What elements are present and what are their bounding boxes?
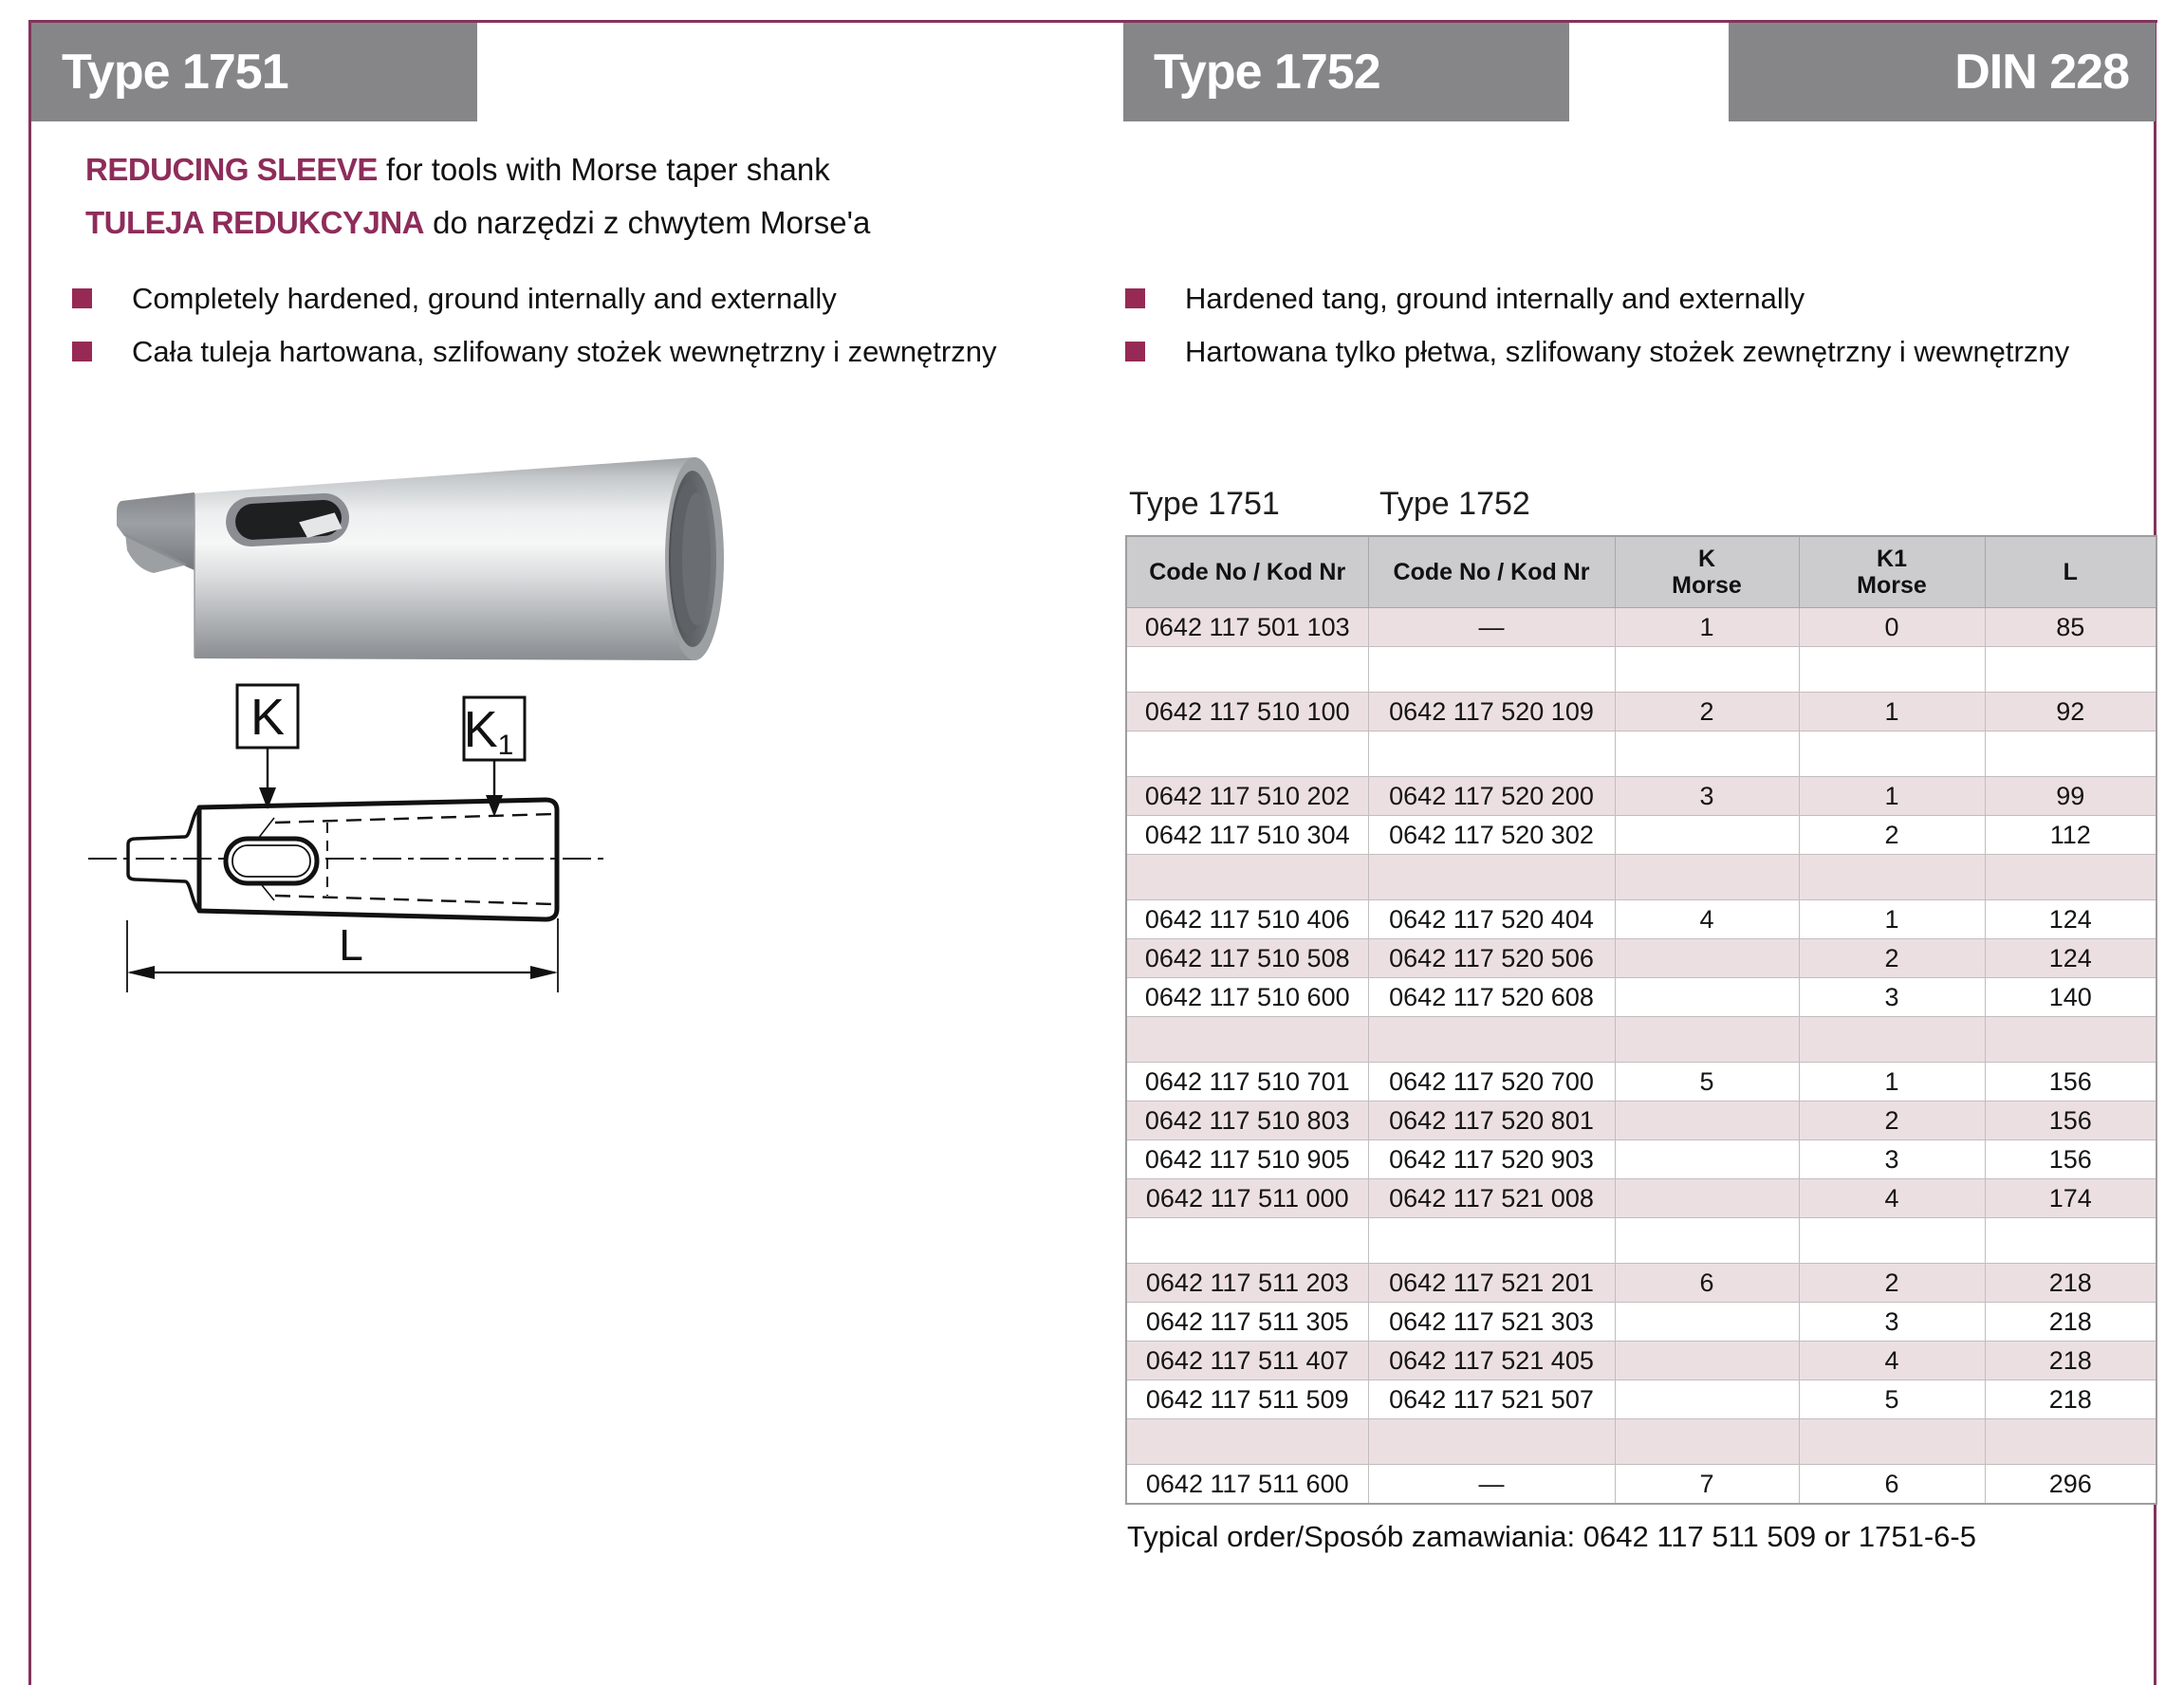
table-cell: 1 (1799, 900, 1985, 939)
bullet-square-icon (1125, 288, 1145, 308)
table-cell (1615, 1218, 1799, 1264)
table-cell (1368, 1419, 1615, 1465)
table-cell (1368, 647, 1615, 693)
table-cell: 0642 117 510 202 (1126, 777, 1368, 816)
table-cell (1126, 647, 1368, 693)
table-cell: 112 (1985, 816, 2156, 855)
table-cell: 5 (1615, 1063, 1799, 1102)
table-cell: 0642 117 521 405 (1368, 1342, 1615, 1380)
type-1752-header-label: Type 1752 (1154, 45, 1380, 100)
table-cell: 5 (1799, 1380, 1985, 1419)
table-cell: 218 (1985, 1303, 2156, 1342)
table-cell: 0642 117 521 507 (1368, 1380, 1615, 1419)
table-cell: 0642 117 510 905 (1126, 1140, 1368, 1179)
table-type-label-1752: Type 1752 (1379, 486, 1530, 522)
product-title-pl-rest: do narzędzi z chwytem Morse'a (423, 205, 871, 240)
table-cell: 218 (1985, 1264, 2156, 1303)
table-cell: 140 (1985, 978, 2156, 1017)
table-cell: 92 (1985, 693, 2156, 731)
table-cell (1126, 731, 1368, 777)
table-cell: 0642 117 510 803 (1126, 1102, 1368, 1140)
table-cell: 0642 117 510 304 (1126, 816, 1368, 855)
table-cell: 3 (1615, 777, 1799, 816)
table-row (1126, 1140, 2156, 1179)
table-cell: 156 (1985, 1102, 2156, 1140)
spec-table-block (1125, 486, 2156, 1554)
table-cell: 1 (1799, 777, 1985, 816)
table-cell: 0642 117 520 109 (1368, 693, 1615, 731)
table-separator-row (1126, 731, 2156, 777)
product-photo-svg (104, 438, 740, 694)
table-cell (1368, 855, 1615, 900)
table-cell: 1 (1615, 608, 1799, 647)
table-cell: 218 (1985, 1380, 2156, 1419)
type-1751-header-label: Type 1751 (62, 45, 288, 100)
table-cell (1615, 1303, 1799, 1342)
col-header-k1-morse: K1 Morse (1799, 536, 1985, 608)
table-cell: 85 (1985, 608, 2156, 647)
table-cell: 0642 117 510 600 (1126, 978, 1368, 1017)
feature-right-2 (1125, 335, 2069, 369)
table-cell: 0642 117 520 302 (1368, 816, 1615, 855)
table-cell: 0642 117 521 201 (1368, 1264, 1615, 1303)
table-cell (1799, 647, 1985, 693)
table-row (1126, 1063, 2156, 1102)
bullet-square-icon (72, 288, 92, 308)
table-cell: 0642 117 521 008 (1368, 1179, 1615, 1218)
feature-left-1 (72, 282, 837, 316)
spec-table-head (1126, 536, 2156, 608)
table-row (1126, 608, 2156, 647)
table-cell: 174 (1985, 1179, 2156, 1218)
table-cell: 4 (1799, 1179, 1985, 1218)
drive-slot (225, 492, 351, 548)
table-cell: 0642 117 520 608 (1368, 978, 1615, 1017)
col-header-code-1752: Code No / Kod Nr (1368, 536, 1615, 608)
table-cell: 0642 117 511 203 (1126, 1264, 1368, 1303)
table-cell: 2 (1799, 816, 1985, 855)
table-separator-row (1126, 1218, 2156, 1264)
table-cell (1985, 1218, 2156, 1264)
table-cell (1985, 855, 2156, 900)
table-cell (1615, 1179, 1799, 1218)
feature-left-2-text: Cała tuleja hartowana, szlifowany stożek wewnętrzny i zewnętrzny (132, 335, 997, 368)
l-dimension-label: L (339, 920, 363, 970)
table-row (1126, 1380, 2156, 1419)
page-border-left (28, 20, 31, 1685)
table-cell: 3 (1799, 1303, 1985, 1342)
table-cell: 3 (1799, 1140, 1985, 1179)
spec-table (1125, 535, 2157, 1505)
col-header-code-1751: Code No / Kod Nr (1126, 536, 1368, 608)
table-cell (1985, 731, 2156, 777)
table-cell (1615, 939, 1799, 978)
table-cell: 0642 117 501 103 (1126, 608, 1368, 647)
table-cell: 0 (1799, 608, 1985, 647)
feature-right-2-text: Hartowana tylko płetwa, szlifowany stożek zewnętrzny i wewnętrzny (1185, 335, 2070, 368)
table-cell: 7 (1615, 1465, 1799, 1505)
table-cell: 0642 117 520 801 (1368, 1102, 1615, 1140)
table-cell (1985, 647, 2156, 693)
table-cell: 4 (1799, 1342, 1985, 1380)
feature-right-1 (1125, 282, 1805, 316)
table-separator-row (1126, 855, 2156, 900)
table-cell: — (1368, 1465, 1615, 1505)
table-cell (1615, 731, 1799, 777)
table-cell (1615, 1140, 1799, 1179)
table-cell: 2 (1799, 1264, 1985, 1303)
table-cell: 0642 117 510 508 (1126, 939, 1368, 978)
table-cell: — (1368, 608, 1615, 647)
type-1751-header-box (31, 23, 477, 121)
table-cell (1799, 1419, 1985, 1465)
table-cell (1368, 1218, 1615, 1264)
table-cell: 2 (1799, 939, 1985, 978)
feature-left-2 (72, 335, 996, 369)
table-cell: 2 (1615, 693, 1799, 731)
table-row (1126, 939, 2156, 978)
table-cell (1615, 647, 1799, 693)
bullet-square-icon (1125, 342, 1145, 361)
table-row (1126, 1102, 2156, 1140)
table-row (1126, 1465, 2156, 1505)
table-separator-row (1126, 1017, 2156, 1063)
table-cell (1799, 1017, 1985, 1063)
table-row (1126, 1342, 2156, 1380)
product-title-en-bold: REDUCING SLEEVE (85, 152, 378, 187)
spec-table-body (1126, 608, 2156, 1505)
product-title-en (85, 152, 830, 188)
dimension-diagram (81, 676, 612, 1003)
table-cell: 6 (1615, 1264, 1799, 1303)
table-cell: 2 (1799, 1102, 1985, 1140)
table-cell (1799, 1218, 1985, 1264)
table-cell (1368, 1017, 1615, 1063)
table-cell (1615, 855, 1799, 900)
product-photo (104, 438, 740, 694)
table-row (1126, 1303, 2156, 1342)
din-228-header-label: DIN 228 (1954, 45, 2129, 100)
table-cell: 0642 117 510 406 (1126, 900, 1368, 939)
table-cell (1615, 1017, 1799, 1063)
product-title-pl (85, 205, 870, 241)
table-cell (1615, 1342, 1799, 1380)
table-cell: 0642 117 511 600 (1126, 1465, 1368, 1505)
table-cell: 0642 117 521 303 (1368, 1303, 1615, 1342)
table-cell (1368, 731, 1615, 777)
table-cell (1615, 978, 1799, 1017)
table-cell: 156 (1985, 1140, 2156, 1179)
table-cell (1615, 1102, 1799, 1140)
table-cell: 124 (1985, 900, 2156, 939)
table-cell: 218 (1985, 1342, 2156, 1380)
table-cell: 0642 117 520 700 (1368, 1063, 1615, 1102)
table-cell: 4 (1615, 900, 1799, 939)
table-cell: 0642 117 520 506 (1368, 939, 1615, 978)
feature-left-1-text: Completely hardened, ground internally and externally (132, 282, 837, 315)
table-cell: 0642 117 511 509 (1126, 1380, 1368, 1419)
table-cell: 0642 117 511 305 (1126, 1303, 1368, 1342)
table-cell (1615, 1419, 1799, 1465)
table-cell (1985, 1419, 2156, 1465)
table-separator-row (1126, 647, 2156, 693)
table-cell: 0642 117 510 100 (1126, 693, 1368, 731)
table-row (1126, 900, 2156, 939)
table-cell (1985, 1017, 2156, 1063)
table-cell (1799, 731, 1985, 777)
table-cell (1615, 1380, 1799, 1419)
table-cell: 6 (1799, 1465, 1985, 1505)
table-cell: 0642 117 511 000 (1126, 1179, 1368, 1218)
col-header-l: L (1985, 536, 2156, 608)
k-callout-label: K (250, 689, 286, 746)
table-cell (1126, 1017, 1368, 1063)
table-type-labels (1125, 486, 2156, 533)
col-header-k-morse: K Morse (1615, 536, 1799, 608)
table-cell (1126, 855, 1368, 900)
table-cell (1615, 816, 1799, 855)
table-cell: 3 (1799, 978, 1985, 1017)
table-cell: 0642 117 511 407 (1126, 1342, 1368, 1380)
product-title-en-rest: for tools with Morse taper shank (377, 152, 830, 187)
table-row (1126, 777, 2156, 816)
dimension-diagram-svg (81, 676, 612, 1003)
table-row (1126, 978, 2156, 1017)
product-title-pl-bold: TULEJA REDUKCYJNA (85, 205, 424, 240)
table-row (1126, 1264, 2156, 1303)
table-cell: 1 (1799, 1063, 1985, 1102)
table-row (1126, 1179, 2156, 1218)
table-cell: 124 (1985, 939, 2156, 978)
typical-order-note: Typical order/Sposób zamawiania: 0642 117 511 509 or 1751-6-5 (1127, 1520, 1976, 1553)
table-cell: 0642 117 520 903 (1368, 1140, 1615, 1179)
table-cell: 0642 117 520 404 (1368, 900, 1615, 939)
table-row (1126, 816, 2156, 855)
bullet-square-icon (72, 342, 92, 361)
type-1752-header-box (1123, 23, 1569, 121)
table-cell (1126, 1419, 1368, 1465)
din-228-header-box (1729, 23, 2156, 121)
feature-right-1-text: Hardened tang, ground internally and externally (1185, 282, 1805, 315)
table-cell: 99 (1985, 777, 2156, 816)
table-cell: 1 (1799, 693, 1985, 731)
table-type-label-1751: Type 1751 (1129, 486, 1280, 522)
table-cell: 0642 117 510 701 (1126, 1063, 1368, 1102)
table-cell (1799, 855, 1985, 900)
table-cell (1126, 1218, 1368, 1264)
table-row (1126, 693, 2156, 731)
table-cell: 296 (1985, 1465, 2156, 1505)
table-cell: 156 (1985, 1063, 2156, 1102)
k1-callout-label: K1 (463, 701, 514, 761)
table-separator-row (1126, 1419, 2156, 1465)
table-cell: 0642 117 520 200 (1368, 777, 1615, 816)
